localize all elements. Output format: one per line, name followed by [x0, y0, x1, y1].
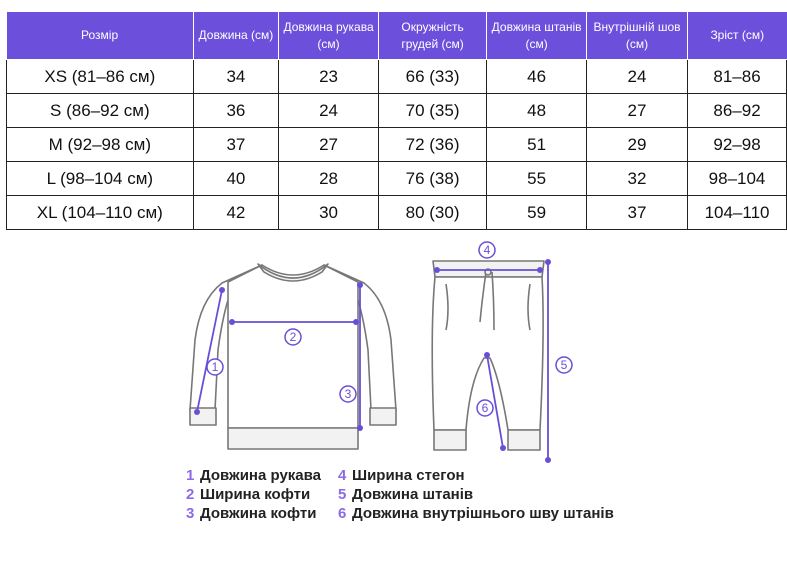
svg-text:6: 6: [481, 401, 489, 415]
cell-inseam: 32: [586, 162, 687, 196]
header-sleeve-length: Довжина рукава (см): [279, 12, 379, 60]
cell-inseam: 29: [586, 128, 687, 162]
cell-sleeve: 23: [279, 60, 379, 94]
header-chest-circumference: Окружність грудей (см): [378, 12, 486, 60]
cell-size: XS (81–86 см): [7, 60, 194, 94]
cell-length: 37: [193, 128, 279, 162]
legend-item: 6 Довжина внутрішнього шву штанів: [338, 505, 614, 522]
cell-sleeve: 27: [279, 128, 379, 162]
table-row: [7, 94, 787, 128]
measurement-diagram: [0, 236, 787, 476]
cell-chest: 66 (33): [378, 60, 486, 94]
cell-length: 40: [193, 162, 279, 196]
cell-inseam: 27: [586, 94, 687, 128]
svg-text:1: 1: [211, 360, 219, 374]
cell-length: 34: [193, 60, 279, 94]
size-chart-table: [6, 12, 787, 230]
header-size: Розмір: [7, 12, 194, 60]
legend-item: 4 Ширина стегон: [338, 467, 465, 484]
cell-length: 42: [193, 196, 279, 230]
svg-text:2: 2: [289, 330, 297, 344]
cell-height: 98–104: [688, 162, 787, 196]
legend-item: 1 Довжина рукава: [186, 467, 322, 484]
header-inseam: Внутрішній шов (см): [586, 12, 687, 60]
marker-3: [340, 386, 356, 402]
table-header-row: [7, 12, 787, 60]
cell-height: 104–110: [688, 196, 787, 230]
table-row: [7, 128, 787, 162]
table-row: [7, 162, 787, 196]
svg-text:5: 5: [560, 358, 568, 372]
cell-chest: 72 (36): [378, 128, 486, 162]
marker-1: [207, 359, 223, 375]
header-pants-length: Довжина штанів (см): [487, 12, 587, 60]
cell-pants-length: 46: [487, 60, 587, 94]
marker-4: [479, 242, 495, 258]
svg-text:4: 4: [483, 243, 491, 257]
table-row: [7, 196, 787, 230]
cell-chest: 70 (35): [378, 94, 486, 128]
cell-chest: 76 (38): [378, 162, 486, 196]
cell-inseam: 24: [586, 60, 687, 94]
cell-size: L (98–104 см): [7, 162, 194, 196]
cell-height: 92–98: [688, 128, 787, 162]
cell-chest: 80 (30): [378, 196, 486, 230]
cell-pants-length: 59: [487, 196, 587, 230]
header-height: Зріст (см): [688, 12, 787, 60]
cell-size: M (92–98 см): [7, 128, 194, 162]
cell-pants-length: 51: [487, 128, 587, 162]
cell-sleeve: 28: [279, 162, 379, 196]
pants-illustration: [432, 261, 544, 450]
cell-sleeve: 24: [279, 94, 379, 128]
cell-pants-length: 48: [487, 94, 587, 128]
legend-item: 3 Довжина кофти: [186, 505, 317, 522]
cell-height: 81–86: [688, 60, 787, 94]
cell-height: 86–92: [688, 94, 787, 128]
cell-length: 36: [193, 94, 279, 128]
cell-pants-length: 55: [487, 162, 587, 196]
legend-item: 2 Ширина кофти: [186, 486, 311, 503]
cell-size: XL (104–110 см): [7, 196, 194, 230]
table-row: [7, 60, 787, 94]
legend-item: 5 Довжина штанів: [338, 486, 474, 503]
marker-2: [285, 329, 301, 345]
marker-5: [556, 357, 572, 373]
svg-text:3: 3: [344, 387, 352, 401]
cell-size: S (86–92 см): [7, 94, 194, 128]
marker-6: [477, 400, 493, 416]
header-length: Довжина (см): [193, 12, 279, 60]
cell-inseam: 37: [586, 196, 687, 230]
legend-column-left: [186, 466, 321, 523]
cell-sleeve: 30: [279, 196, 379, 230]
legend-column-right: [338, 466, 614, 523]
